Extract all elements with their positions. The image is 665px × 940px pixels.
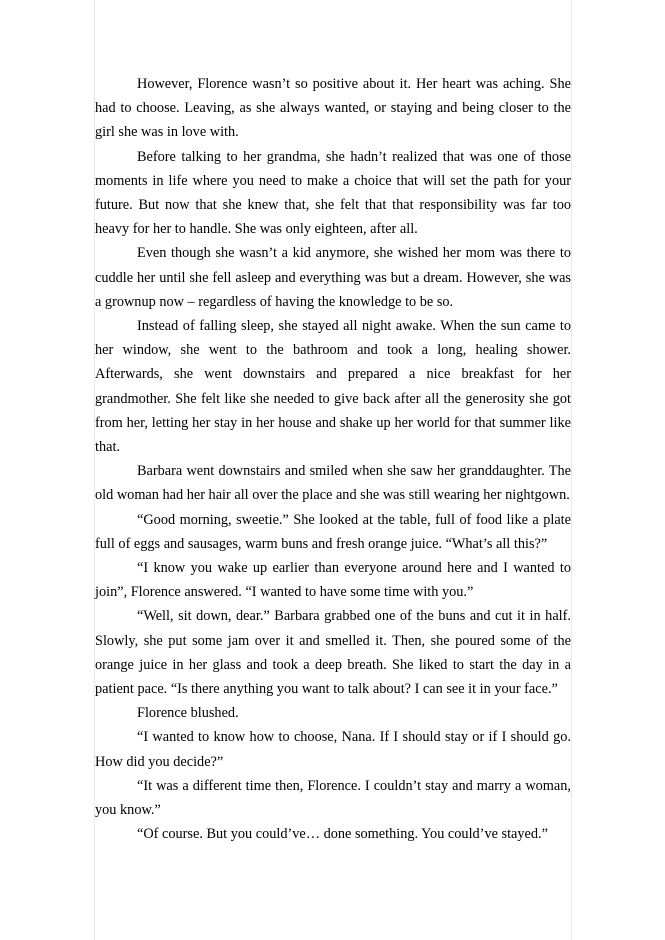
paragraph: Florence blushed.: [137, 705, 239, 722]
page-margin-guide-right: [571, 0, 572, 940]
paragraph: “Good morning, sweetie.” She looked at the table, full of food like a plate full of eggs and sausages, warm buns and fresh orange juice. “What’s all this?”: [95, 511, 571, 552]
paragraph: Barbara went downstairs and smiled when she saw her granddaughter. The old woman had her hair all over the place and she was still wearing her nightgown.: [95, 463, 571, 504]
paragraph: However, Florence wasn’t so positive about it. Her heart was aching. She had to choose. Leaving, as she always wanted, or staying and being closer to the girl she was in love with.: [95, 76, 571, 141]
paragraph: “I wanted to know how to choose, Nana. If I should stay or if I should go. How did you decide?”: [95, 729, 571, 770]
paragraph: Before talking to her grandma, she hadn’t realized that was one of those moments in life where you need to make a choice that will set the path for your future. But now that she knew that, she felt that that responsibility was far too heavy for her to handle. She was only eighteen, after all.: [95, 148, 571, 238]
paragraph: “Well, sit down, dear.” Barbara grabbed one of the buns and cut it in half. Slowly, she put some jam over it and smelled it. Then, she poured some of the orange juice in her glass and took a deep breath. She liked to start the day in a patient pace. “Is there anything you want to talk about? I can see it in your face.”: [95, 608, 571, 698]
paragraph: Even though she wasn’t a kid anymore, she wished her mom was there to cuddle her until she fell asleep and everything was but a dream. However, she was a grownup now – regardless of having the knowledge to be so.: [95, 245, 571, 310]
paragraph: “I know you wake up earlier than everyone around here and I wanted to join”, Florence answered. “I wanted to have some time with you.”: [95, 560, 571, 601]
document-body: [95, 72, 571, 847]
paragraph: “Of course. But you could’ve… done something. You could’ve stayed.”: [137, 826, 548, 843]
paragraph: Instead of falling sleep, she stayed all night awake. When the sun came to her window, she went to the bathroom and took a long, healing shower. Afterwards, she went downstairs and prepared a nice breakfast for her grandmother. She felt like she needed to give back after all the generosity she got from her, letting her stay in her house and shake up her world for that summer like that.: [95, 318, 571, 456]
paragraph: “It was a different time then, Florence. I couldn’t stay and marry a woman, you know.”: [95, 777, 571, 819]
